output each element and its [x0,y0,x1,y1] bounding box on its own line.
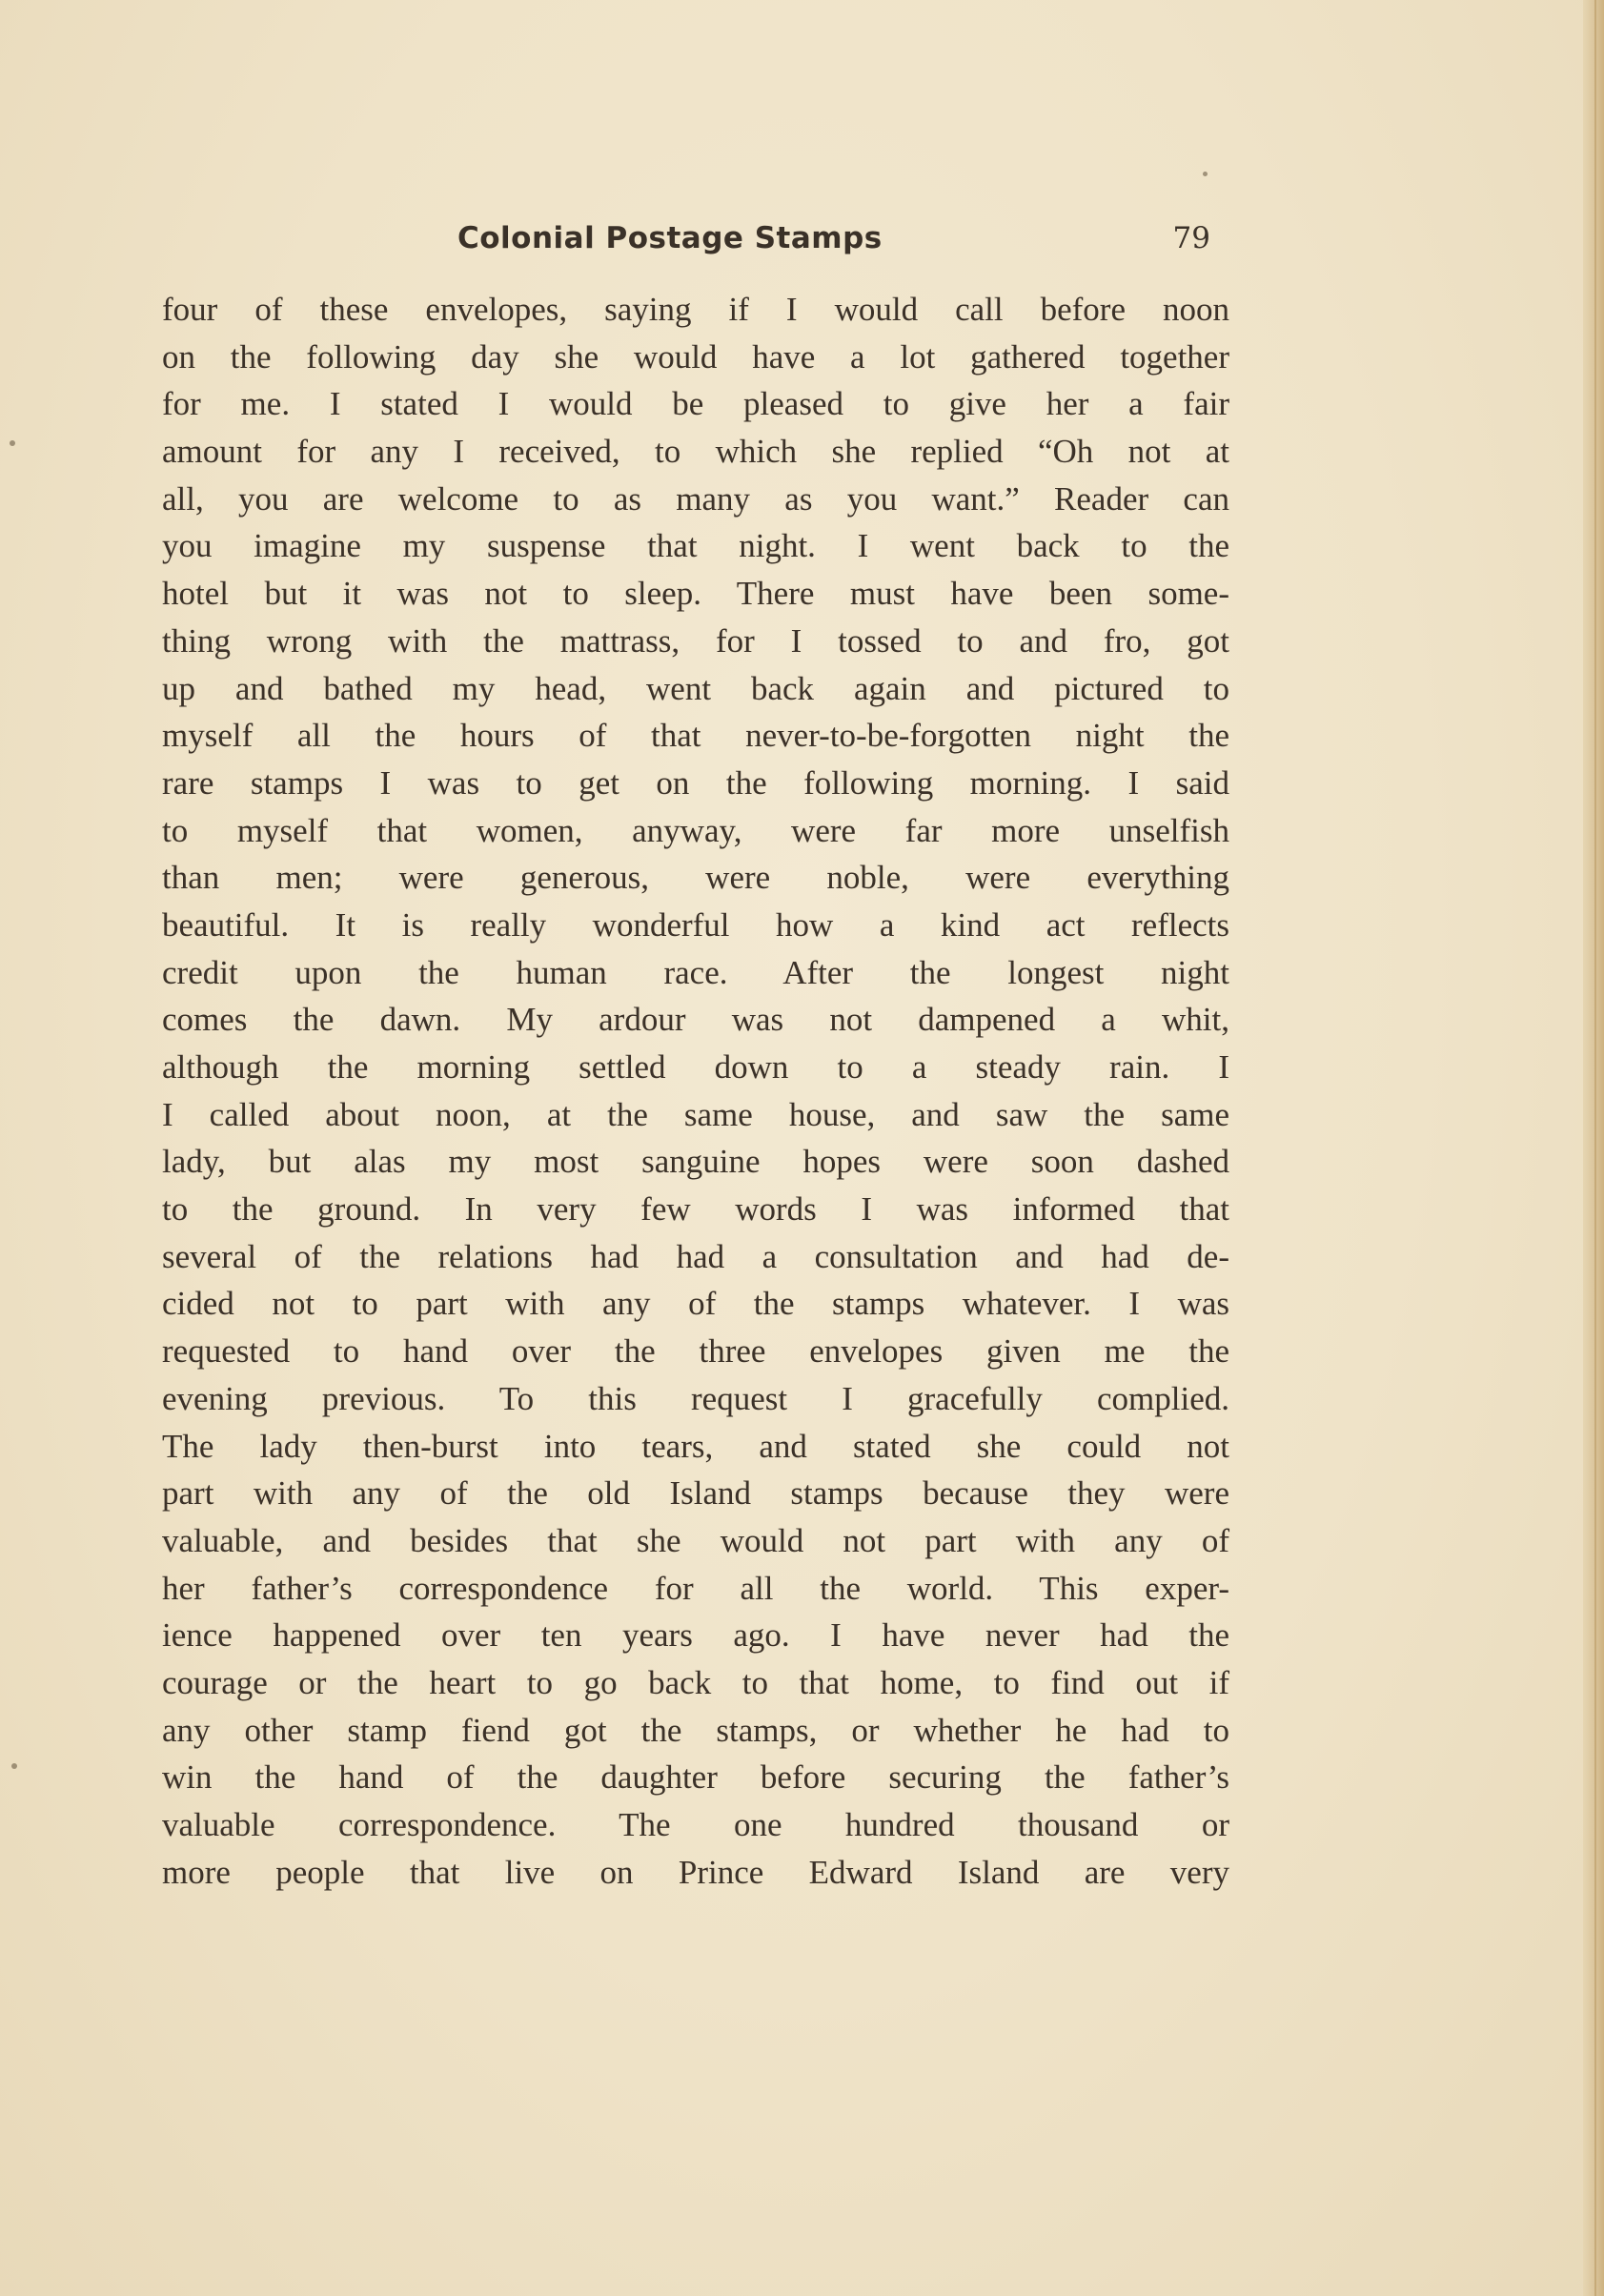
text-line: part with any of the old Island stamps because they were [162,1474,1229,1513]
text-line: cided not to part with any of the stamps whatever. I was [162,1285,1229,1323]
page-edge [1583,0,1604,2296]
text-line: more people that live on Prince Edward Island are very [162,1853,1229,1891]
text-line: to the ground. In very few words I was informed that [162,1190,1229,1229]
running-head [172,221,1210,269]
paper-speck [1203,172,1208,176]
paper-speck [11,1763,17,1769]
text-line: comes the dawn. My ardour was not dampened a whit, [162,1001,1229,1039]
text-line: to myself that women, anyway, were far more unselfish [162,811,1229,849]
text-line: myself all the hours of that never-to-be-forgotten night the [162,717,1229,755]
text-line: you imagine my suspense that night. I went back to the [162,527,1229,565]
page-number: 79 [1172,221,1210,255]
text-line: ience happened over ten years ago. I have never had the [162,1616,1229,1655]
text-line: than men; were generous, were noble, were everything [162,859,1229,897]
text-line: hotel but it was not to sleep. There must have been some- [162,575,1229,613]
text-line: credit upon the human race. After the longest night [162,953,1229,991]
text-line: her father’s correspondence for all the world. This exper- [162,1569,1229,1607]
text-line: although the morning settled down to a steady rain. I [162,1048,1229,1086]
text-line: requested to hand over the three envelopes given me the [162,1332,1229,1371]
text-line: beautiful. It is really wonderful how a kind act reflects [162,905,1229,944]
body-text [162,286,1229,1896]
paper-speck [10,440,15,446]
text-line: up and bathed my head, went back again and pictured to [162,669,1229,707]
text-line: on the following day she would have a lot gathered together [162,337,1229,376]
text-line: valuable correspondence. The one hundred thousand or [162,1806,1229,1843]
text-line: I called about noon, at the same house, and saw the same [162,1095,1229,1133]
text-line: all, you are welcome to as many as you want.” Reader can [162,479,1229,518]
text-line: thing wrong with the mattrass, for I tossed to and fro, got [162,621,1229,660]
text-line: courage or the heart to go back to that home, to find out if [162,1663,1229,1701]
text-line: rare stamps I was to get on the following morning. I said [162,763,1229,802]
text-line: amount for any I received, to which she replied “Oh not at [162,433,1229,471]
text-line: lady, but alas my most sanguine hopes were soon dashed [162,1143,1229,1181]
page-edge-line [1594,0,1596,2296]
text-line: The lady then-burst into tears, and stated she could not [162,1427,1229,1465]
text-line: win the hand of the daughter before securing the father’s [162,1758,1229,1797]
text-line: any other stamp fiend got the stamps, or whether he had to [162,1711,1229,1749]
running-title: Colonial Postage Stamps [457,221,883,255]
text-line: four of these envelopes, saying if I would call before noon [162,291,1229,328]
text-line: evening previous. To this request I gracefully complied. [162,1379,1229,1417]
text-line: for me. I stated I would be pleased to give her a fair [162,385,1229,423]
text-line: several of the relations had had a consultation and had de- [162,1237,1229,1275]
text-line: valuable, and besides that she would not part with any of [162,1521,1229,1559]
